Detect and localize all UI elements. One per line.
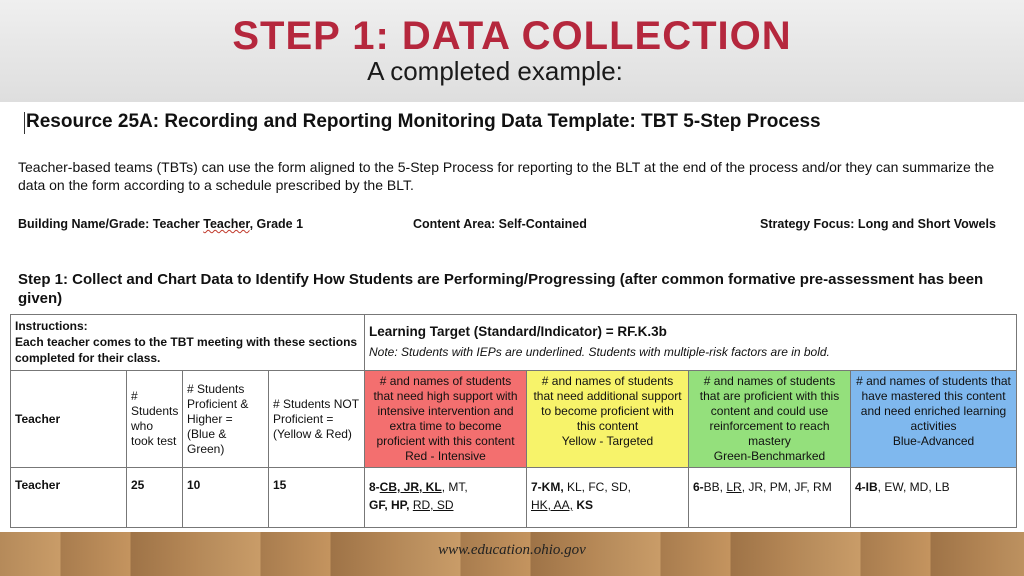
header-green-benchmarked [689,371,851,468]
header-blue-advanced [851,371,1017,468]
header-green-label: Green-Benchmarked [713,449,826,463]
header-red-label: Red - Intensive [405,449,486,463]
strategy-focus: Strategy Focus: Long and Short Vowels [760,217,996,231]
building-name: Teacher [203,217,250,231]
row-green-names: 6-BB, LR, JR, PM, JF, RM [689,468,851,528]
row-proficient: 10 [183,468,269,528]
table-row [11,468,1017,528]
row-teacher: Teacher [11,468,127,528]
intro-paragraph: Teacher-based teams (TBTs) can use the form aligned to the 5-Step Process for reporting to the BLT at the end of the process and/or they can summarize the data on the form according to a schedule prescribed by the BLT. [18,159,995,193]
row-yellow-names: 7-KM, KL, FC, SD, HK, AA, KS [527,468,689,528]
learning-target-cell [365,315,1017,371]
row-took-test: 25 [127,468,183,528]
header-red-intensive [365,371,527,468]
footer-url: www.education.ohio.gov [438,542,586,558]
instructions-cell: Instructions: Each teacher comes to the TBT meeting with these sections completed for their class. [11,315,365,371]
header-not-proficient: # Students NOT Proficient = (Yellow & Red) [269,371,365,468]
header-green-text: # and names of students that are proficient with this content and could use reinforcement to reach mastery [699,374,840,448]
step-heading: Step 1: Collect and Chart Data to Identify How Students are Performing/Progressing (after common formative pre-assessment has been given) [18,271,984,307]
slide-title: STEP 1: DATA COLLECTION [232,14,792,58]
resource-title: Resource 25A: Recording and Reporting Monitoring Data Template: TBT 5-Step Process [26,111,821,132]
building-grade: , Grade 1 [249,217,304,231]
building-label: Building Name/Grade: Teacher [18,217,204,231]
header-proficient: # Students Proficient & Higher = (Blue & Green) [183,371,269,468]
document-page [0,102,1024,532]
header-yellow-targeted [527,371,689,468]
building-field [18,217,303,231]
header-yellow-text: # and names of students that need additional support to become proficient with this content [533,374,682,433]
content-area: Content Area: Self-Contained [413,217,587,231]
header-blue-label: Blue-Advanced [892,434,975,448]
header-yellow-label: Yellow - Targeted [561,434,654,448]
row-blue-names: 4-IB, EW, MD, LB [851,468,1017,528]
header-took-test: # Students who took test [127,371,183,468]
data-table [10,314,1017,528]
header-red-text: # and names of students that need high support with intensive intervention and extra time to become proficient with this content [373,374,518,448]
slide-subtitle: A completed example: [367,56,623,86]
table-note: Note: Students with IEPs are underlined. Students with multiple-risk factors are in bold. [369,345,830,359]
header-teacher: Teacher [11,371,127,468]
row-red-names: 8-CB, JR, KL, MT, GF, HP, RD, SD [365,468,527,528]
text-cursor [24,112,25,134]
row-not-proficient: 15 [269,468,365,528]
header-blue-text: # and names of students that have mastered this content and need enriched learning activities [856,374,1011,433]
learning-target: Learning Target (Standard/Indicator) = RF.K.3b [369,324,667,339]
